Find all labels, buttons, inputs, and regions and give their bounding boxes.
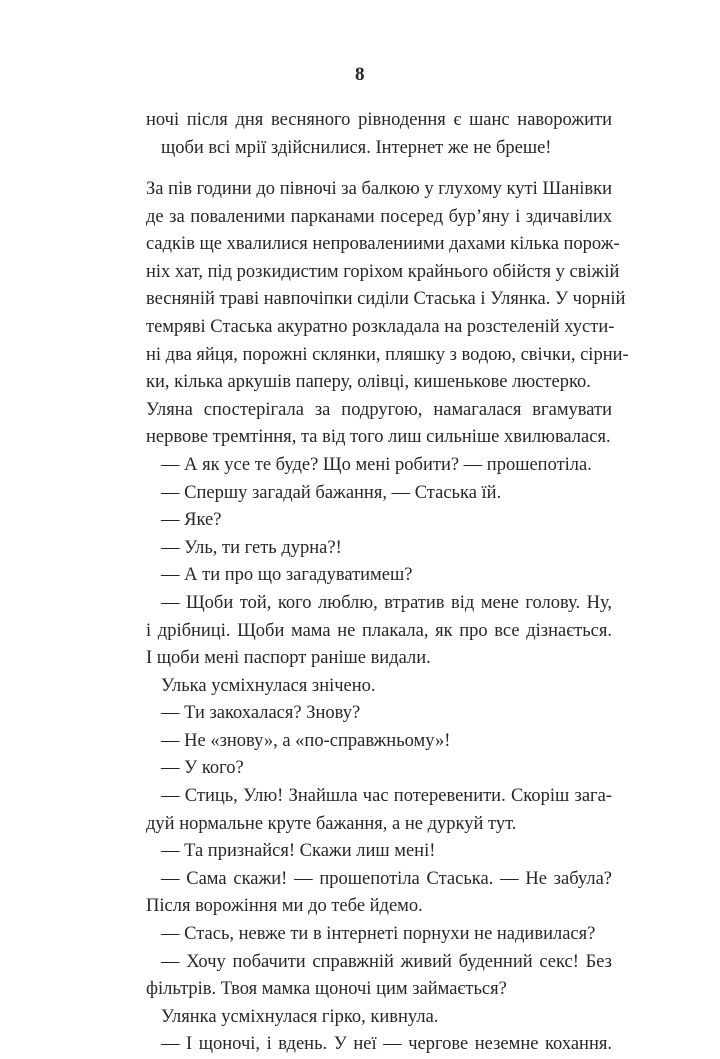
text-line: — І щоночі, і вдень. У неї — чергове неземне кохання. <box>161 1034 612 1055</box>
text-line: — Сама скажи! — прошепотіла Стаська. — Не забула? <box>161 868 612 889</box>
text-line: — Та признайся! Скажи лиш мені! <box>161 841 436 862</box>
text-line: — Не «знову», а «по-справжньому»! <box>161 730 451 751</box>
text-line: — Уль, ти геть дурна?! <box>161 537 342 558</box>
text-line: весняній траві навпочіпки сиділи Стаська і Улянка. У чорній <box>146 289 626 310</box>
text-line: — Стась, невже ти в інтернеті порнухи не надивилася? <box>161 924 596 945</box>
text-line: — А ти про що загадуватимеш? <box>161 565 413 586</box>
text-line: ні два яйця, порожні склянки, пляшку з водою, свічки, сірни- <box>146 344 629 365</box>
text-line: — Стиць, Улю! Знайшла час потеревенити. Скоріш зага- <box>161 786 612 807</box>
text-line: — Ти закохалася? Знову? <box>161 703 361 724</box>
text-line: — А як усе те буде? Що мені робити? — прошепотіла. <box>161 454 592 475</box>
text-line: темряві Стаська акуратно розкладала на розстеленій хусти- <box>146 316 615 337</box>
paragraph-2 <box>146 176 629 1059</box>
text-line: Улька усміхнулася знічено. <box>161 675 376 696</box>
text-line: садків ще хвалилися непровалениими дахами кілька порож- <box>146 234 620 255</box>
text-line: фільтрів. Твоя мамка щоночі цим займається? <box>146 979 507 1000</box>
text-line: І щоби мені паспорт раніше видали. <box>146 648 431 669</box>
text-line: Улянка усміхнулася гірко, кивнула. <box>161 1006 439 1027</box>
text-line: — Хочу побачити справжній живий буденний секс! Без <box>161 951 612 972</box>
text-line: ніх хат, під розкидистим горіхом крайнього обійстя у свіжій <box>146 261 620 282</box>
text-line: — У кого? <box>161 758 244 779</box>
text-line: дуй нормальне круте бажання, а не дуркуй тут. <box>146 813 517 834</box>
text-line: ки, кілька аркушів паперу, олівці, кишенькове люстерко. <box>146 372 591 393</box>
text-line: Уляна спостерігала за подругою, намагалася вгамувати <box>146 399 612 420</box>
page-number: 8 <box>355 64 365 85</box>
text-line: За пів години до півночі за балкою у глухому куті Шанівки <box>146 179 612 199</box>
text-line: — Спершу загадай бажання, — Стаська їй. <box>161 482 502 503</box>
text-line: щоби всі мрії здійснилися. Інтернет же не бреше! <box>161 137 552 158</box>
text-line: — Яке? <box>161 510 222 531</box>
paragraph-1 <box>146 107 612 162</box>
text-line: і дрібниці. Щоби мама не плакала, як про все дізнається. <box>146 620 612 641</box>
text-line: ночі після дня весняного рівнодення є шанс наворожити <box>146 110 612 130</box>
text-line: де за поваленими парканами посеред бур’яну і здичавілих <box>146 206 612 227</box>
text-line: нервове тремтіння, та від того лиш сильніше хвилювалася. <box>146 427 611 448</box>
text-line: — Щоби той, кого люблю, втратив від мене голову. Ну, <box>161 592 612 613</box>
text-line: Після ворожіння ми до тебе йдемо. <box>146 896 423 917</box>
